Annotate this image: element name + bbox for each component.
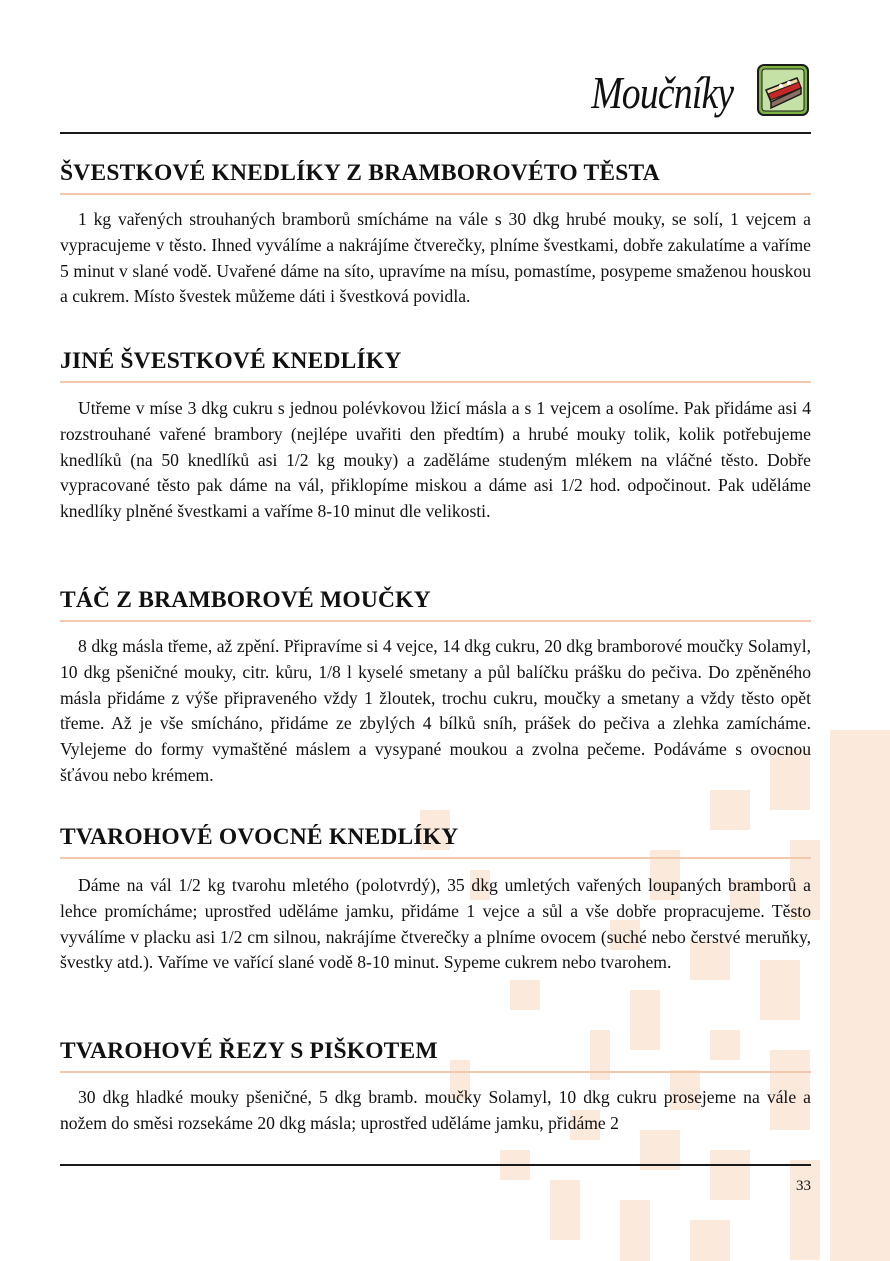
chapter-title: Moučníky [590, 67, 733, 118]
recipe-title: JINÉ ŠVESTKOVÉ KNEDLÍKY [60, 348, 811, 383]
recipe-text: Utřeme v míse 3 dkg cukru s jednou polévkovou lžicí másla a s 1 vejcem a osolíme. Pak přidáme asi 4 rozstrouhané vařené brambory (nejlépe uvařiti den předtím) a hrubé mouky tolik, kolik potřebujeme knedlíků (na 50 knedlíků asi 1/2 kg mouky) a zaděláme studeným mlékem na vláčné těsto. Dobře vypracované těsto pak dáme na vál, přiklopíme miskou a dáme asi 1/2 hod. odpočinout. Pak uděláme knedlíky plněné švestkami a vaříme 8-10 minut dle velikosti. [60, 398, 811, 522]
background-pattern [410, 730, 890, 1261]
recipe-title: TÁČ Z BRAMBOROVÉ MOUČKY [60, 587, 811, 622]
recipe-text: 1 kg vařených strouhaných bramborů smícháme na vále s 30 dkg hrubé mouky, se solí, 1 vejcem a vypracujeme v těsto. Ihned vyválíme a nakrájíme čtverečky, plníme švestkami, dobře zakulatíme a vaříme 5 minut v slané vodě. Uvařené dáme na síto, upravíme na mísu, pomastíme, posypeme smaženou houskou a cukrem. Místo švestek můžeme dáti i švestková povidla. [60, 209, 811, 307]
page-number: 33 [796, 1178, 811, 1194]
recipe-text: Dáme na vál 1/2 kg tvarohu mletého (polotvrdý), 35 dkg umletých vařených loupaných bramborů a lehce promícháme; uprostřed uděláme jamku, přidáme 1 vejce a sůl a vše dobře propracujeme. Těsto vyválíme v placku asi 1/2 cm silnou, nakrájíme čtverečky a plníme ovocem (suché nebo čerstvé meruňky, švestky atd.). Vaříme ve vařící slané vodě 8-10 minut. Sypeme cukrem nebo tvarohem. [60, 875, 811, 973]
cake-slice-icon [757, 64, 809, 116]
recipe-text: 30 dkg hladké mouky pšeničné, 5 dkg bramb. moučky Solamyl, 10 dkg cukru prosejeme na vále a nožem do směsi rozsekáme 20 dkg másla; uprostřed uděláme jamku, přidáme 2 [60, 1087, 811, 1133]
footer-rule [60, 1164, 811, 1166]
recipe-title: TVAROHOVÉ OVOCNÉ KNEDLÍKY [60, 824, 811, 859]
recipe-title: TVAROHOVÉ ŘEZY S PIŠKOTEM [60, 1038, 811, 1073]
recipe-text: 8 dkg másla třeme, až zpění. Připravíme si 4 vejce, 14 dkg cukru, 20 dkg bramborové moučky Solamyl, 10 dkg pšeničné mouky, citr. kůru, 1/8 l kyselé smetany a půl balíčku prášku do pečiva. Do zpěněného másla přidáme z výše připraveného vždy 1 žloutek, trochu cukru, moučky a smetany a vždy těsto opět třeme. Až je vše smícháno, přidáme ze zbylých 4 bílků sníh, prášek do pečiva a zlehka zamícháme. Vylejeme do formy vymaštěné máslem a vysypané moukou a zvolna pečeme. Podáváme s ovocnou šťávou nebo krémem. [60, 636, 811, 785]
recipe-title: ŠVESTKOVÉ KNEDLÍKY Z BRAMBOROVÉTO TĚSTA [60, 160, 811, 195]
page-header [60, 56, 811, 134]
